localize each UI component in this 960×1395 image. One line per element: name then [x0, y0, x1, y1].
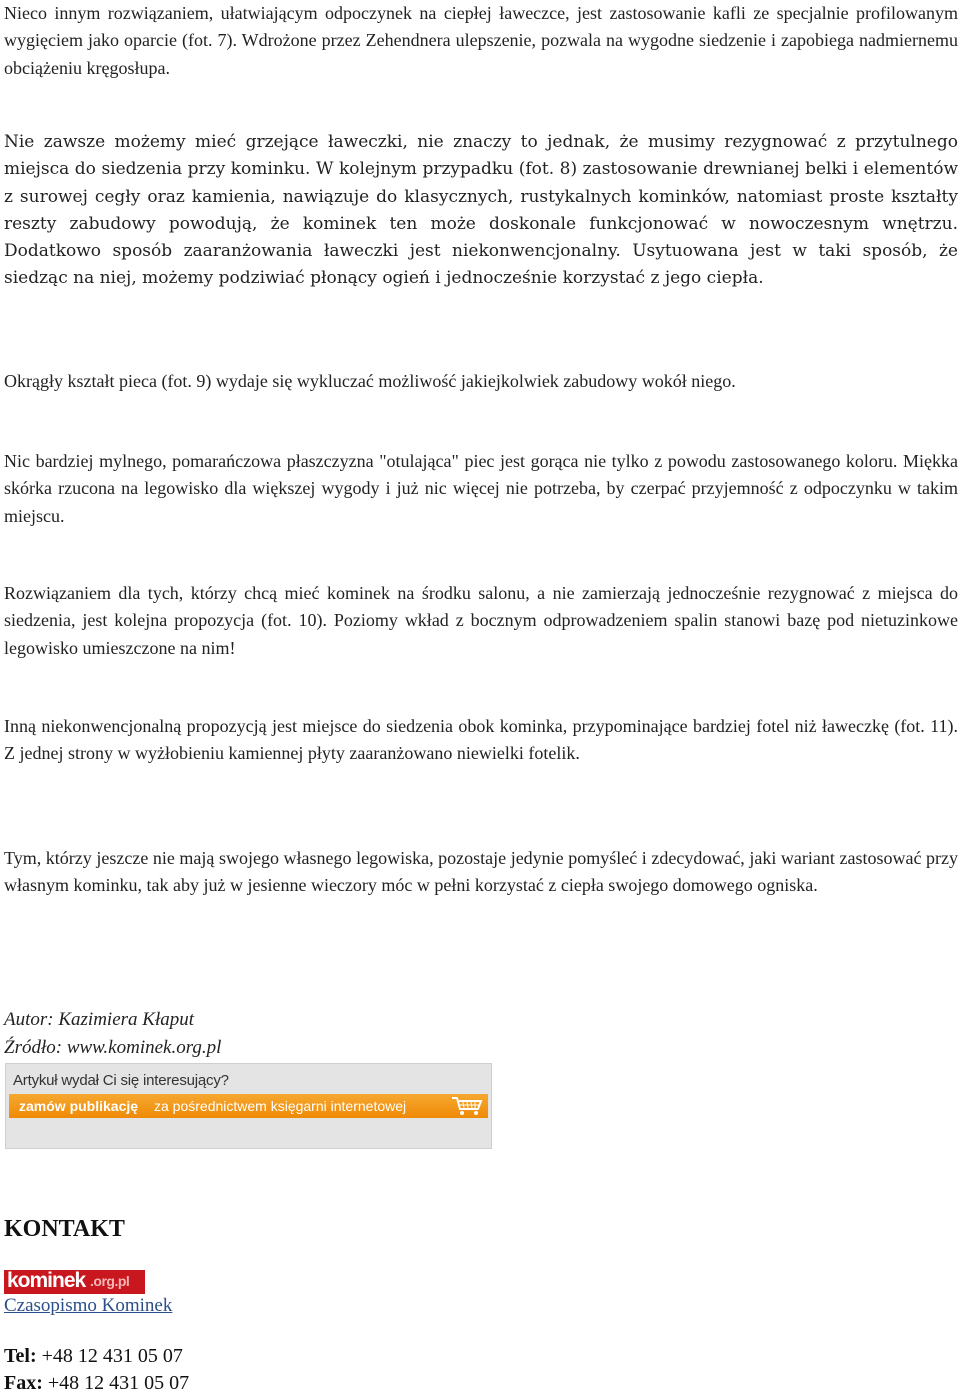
order-publication-label: zamów publikację — [19, 1098, 139, 1114]
paragraph-3: Okrągły kształt pieca (fot. 9) wydaje się wykluczać możliwość jakiejkolwiek zabudowy wokół niego. — [4, 371, 736, 391]
contact-heading: KONTAKT — [4, 1216, 125, 1242]
order-publication-banner[interactable] — [5, 1063, 492, 1149]
paragraph-1: Nieco innym rozwiązaniem, ułatwiającym odpoczynek na ciepłej ławeczce, jest zastosowanie kafli ze specjalnie profilowanym wygięciem jako oparcie (fot. 7). Wdrożone przez Zehendnera ulepszenie, pozwala na wygodne siedzenie i zapobiega nadmiernemu obciążeniu kręgosłupa. — [4, 3, 958, 78]
kominek-logo — [4, 1270, 145, 1294]
paragraph-4: Nic bardziej mylnego, pomarańczowa płaszczyzna "otulająca" piec jest gorąca nie tylko z powodu zastosowanego koloru. Miękka skórka rzucona na legowisko dla większej wygody i już nic więcej nie potrzeba, by czerpać przyjemność z odpoczynku w takim miejscu. — [4, 451, 958, 526]
phone-value: +48 12 431 05 07 — [41, 1345, 183, 1367]
order-publication-bar[interactable] — [9, 1094, 488, 1118]
fax-line — [4, 1372, 189, 1395]
author-line: Autor: Kazimiera Kłaput — [4, 1009, 195, 1030]
paragraph-2: Nie zawsze możemy mieć grzejące ławeczki, nie znaczy to jednak, że musimy rezygnować z przytulnego miejsca do siedzenia przy kominku. W kolejnym przypadku (fot. 8) zastosowanie drewnianej belki i elementów z surowej cegły oraz kamienia, nawiązuje do klasycznych, rustykalnych kominków, natomiast proste kształty reszty zabudowy powodują, że kominek ten może doskonale funkcjonować w nowoczesnym wnętrzu. Dodatkowo sposób zaaranżowania ławeczki jest niekonwencjonalny. Usytuowana jest w taki sposób, że siedząc na niej, możemy podziwiać płonący ogień i jednocześnie korzystać z jego ciepła. — [4, 132, 958, 289]
logo-wordmark: kominek — [7, 1270, 86, 1292]
paragraph-7: Tym, którzy jeszcze nie mają swojego własnego legowiska, pozostaje jedynie pomyśleć i zdecydować, jaki wariant zastosować przy własnym kominku, tak aby już w jesienne wieczory móc w pełni korzystać z ciepła swojego domowego ogniska. — [4, 848, 958, 896]
order-publication-description: za pośrednictwem księgarni internetowej — [154, 1098, 407, 1114]
shopping-cart-icon — [450, 1094, 484, 1118]
banner-question: Artykuł wydał Ci się interesujący? — [13, 1072, 229, 1089]
fax-value: +48 12 431 05 07 — [47, 1372, 190, 1394]
fax-label: Fax: — [4, 1372, 43, 1394]
paragraph-5: Rozwiązaniem dla tych, którzy chcą mieć kominek na środku salonu, a nie zamierzają jednocześnie rezygnować z miejsca do siedzenia, jest kolejna propozycja (fot. 10). Poziomy wkład z bocznym odprowadzeniem spalin stanowi bazę pod nietuzinkowe legowisko umieszczone na nim! — [4, 583, 958, 658]
logo-domain: .org.pl — [90, 1273, 130, 1289]
magazine-link[interactable]: Czasopismo Kominek — [4, 1295, 173, 1316]
paragraph-6: Inną niekonwencjonalną propozycją jest miejsce do siedzenia obok kominka, przypominające bardziej fotel niż ławeczkę (fot. 11). Z jednej strony w wyżłobieniu kamiennej płyty zaaranżowano niewielki fotelik. — [4, 716, 958, 764]
phone-line — [4, 1345, 183, 1368]
source-line: Źródło: www.kominek.org.pl — [4, 1037, 222, 1058]
phone-label: Tel: — [4, 1345, 37, 1367]
